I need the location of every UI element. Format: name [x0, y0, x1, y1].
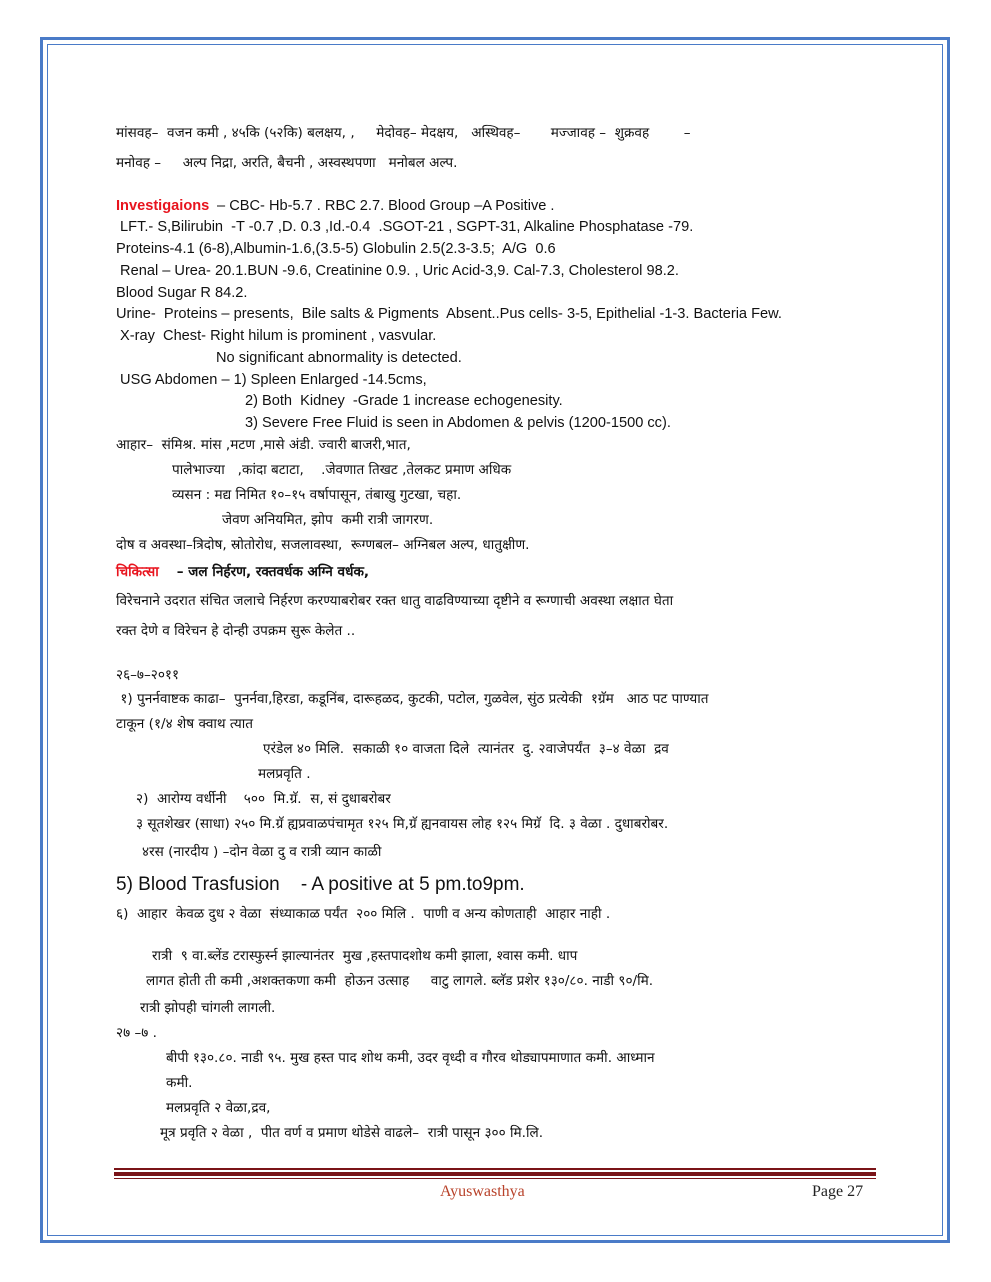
text-line: Blood Sugar R 84.2.	[116, 285, 248, 301]
text-line: एरंडेल ४० मिलि. सकाळी १० वाजता दिले त्यानंतर दु. २वाजेपर्यंत ३–४ वेळा द्रव	[263, 741, 669, 757]
text-line: रक्त देणे व विरेचन हे दोन्ही उपक्रम सुरू केलेत ..	[116, 623, 356, 639]
text-line: मांसवह– वजन कमी , ४५कि (५२कि) बलक्षय, , मेदोवह– मेदक्षय, अस्थिवह– मज्जावह – शुक्रवह –	[116, 125, 691, 141]
text-line: रात्री ९ वा.ब्लेंड टरास्फुर्स्न झाल्यानंतर मुख ,हस्तपादशोथ कमी झाला, श्वास कमी. धाप	[152, 948, 578, 964]
text-line: १) पुनर्नवाष्टक काढा– पुनर्नवा,हिरडा, कडूनिंब, दारूहळद, कुटकी, पटोल, गुळवेल, सुंठ प्रत्येकी १ग्रॅम आठ पट पाण्यात	[116, 691, 709, 707]
text-line: दोष व अवस्था–त्रिदोष, स्रोतोरोध, सजलावस्था, रूग्णबल– अग्निबल अल्प, धातुक्षीण.	[116, 537, 530, 553]
text-line: No significant abnormality is detected.	[216, 350, 462, 366]
text-line: ३ सूतशेखर (साधा) २५० मि.ग्रॅ ह्यप्रवाळपंचामृत १२५ मि,ग्रॅ ह्यनवायस लोह १२५ मिग्रॅ दि. ३ वेळा . दुधाबरोबर.	[136, 816, 669, 832]
text-line: टाकून (१/४ शेष क्वाथ त्यात	[116, 716, 254, 732]
text-line: २७ –७ .	[116, 1025, 157, 1041]
text-line: Urine- Proteins – presents, Bile salts & Pigments Absent..Pus cells- 3-5, Epithelial -1-3. Bacteria Few.	[116, 306, 782, 322]
text-line: चिकित्सा	[116, 564, 159, 580]
text-line: आहार– संमिश्र. मांस ,मटण ,मासे अंडी. ज्वारी बाजरी,भात,	[116, 437, 411, 453]
text-line: मलप्रवृति .	[258, 766, 311, 782]
text-line: 3) Severe Free Fluid is seen in Abdomen & pelvis (1200-1500 cc).	[245, 415, 671, 431]
text-line: लागत होती ती कमी ,अशक्तकणा कमी होऊन उत्साह वाटु लागले. ब्लॅड प्रशेर १३०/८०. नाडी ९०/मि.	[146, 973, 654, 989]
footer-rule-top	[114, 1168, 876, 1170]
text-line: विरेचनाने उदरात संचित जलाचे निर्हरण करण्याबरोबर रक्त धातु वाढविण्याच्या दृष्टीने व रूग्णाची अवस्था लक्षात घेता	[116, 593, 674, 609]
text-line: पालेभाज्या ,कांदा बटाटा, .जेवणात तिखट ,तेलकट प्रमाण अधिक	[172, 462, 512, 478]
text-line: Investigaions	[116, 198, 210, 214]
text-line: Renal – Urea- 20.1.BUN -9.6, Creatinine 0.9. , Uric Acid-3,9. Cal-7.3, Cholesterol 98.2.	[116, 263, 679, 279]
footer-title: Ayuswasthya	[440, 1183, 525, 1200]
text-line: – जल निर्हरण, रक्तवर्धक अग्नि वर्धक,	[172, 564, 370, 580]
text-line: ६) आहार केवळ दुध २ वेळा संध्याकाळ पर्यंत २०० मिलि . पाणी व अन्य कोणताही आहार नाही .	[116, 906, 611, 922]
text-line: २) आरोग्य वर्धीनी ५०० मि.ग्रॅ. स, सं दुधाबरोबर	[136, 791, 391, 807]
text-line: 5) Blood Trasfusion - A positive at 5 pm.to9pm.	[116, 874, 525, 895]
text-line: USG Abdomen – 1) Spleen Enlarged -14.5cms,	[116, 372, 427, 388]
text-line: २६–७–२०११	[116, 667, 180, 683]
text-line: मूत्र प्रवृति २ वेळा , पीत वर्ण व प्रमाण थोडेसे वाढले– रात्री पासून ३०० मि.लि.	[160, 1125, 544, 1141]
text-line: LFT.- S,Bilirubin -T -0.7 ,D. 0.3 ,Id.-0.4 .SGOT-21 , SGPT-31, Alkaline Phosphatase -79.	[116, 219, 694, 235]
page-number: Page 27	[812, 1183, 864, 1200]
footer-rule-thick	[114, 1172, 876, 1176]
text-line: – CBC- Hb-5.7 . RBC 2.7. Blood Group –A Positive .	[213, 198, 555, 214]
text-line: व्यसन : मद्य निमित १०–१५ वर्षापासून, तंबाखु गुटखा, चहा.	[172, 487, 462, 503]
text-line: 2) Both Kidney -Grade 1 increase echogenesity.	[245, 393, 563, 409]
text-line: कमी.	[166, 1075, 193, 1091]
text-line: मलप्रवृति २ वेळा,द्रव,	[166, 1100, 271, 1116]
text-line: बीपी १३०.८०. नाडी ९५. मुख हस्त पाद शोथ कमी, उदर वृध्दी व गौरव थोड्यापमाणात कमी. आध्मान	[166, 1050, 655, 1066]
text-line: Proteins-4.1 (6-8),Albumin-1.6,(3.5-5) Globulin 2.5(2.3-3.5; A/G 0.6	[116, 241, 556, 257]
text-line: X-ray Chest- Right hilum is prominent , vasvular.	[116, 328, 437, 344]
text-line: रात्री झोपही चांगली लागली.	[140, 1000, 276, 1016]
text-line: मनोवह – अल्प निद्रा, अरति, बैचनी , अस्वस्थपणा मनोबल अल्प.	[116, 155, 458, 171]
text-line: जेवण अनियमित, झोप कमी रात्री जागरण.	[222, 512, 434, 528]
footer-rule-bottom	[114, 1178, 876, 1179]
text-line: ४रस (नारदीय ) –दोन वेळा दु व रात्री व्यान काळी	[142, 844, 382, 860]
